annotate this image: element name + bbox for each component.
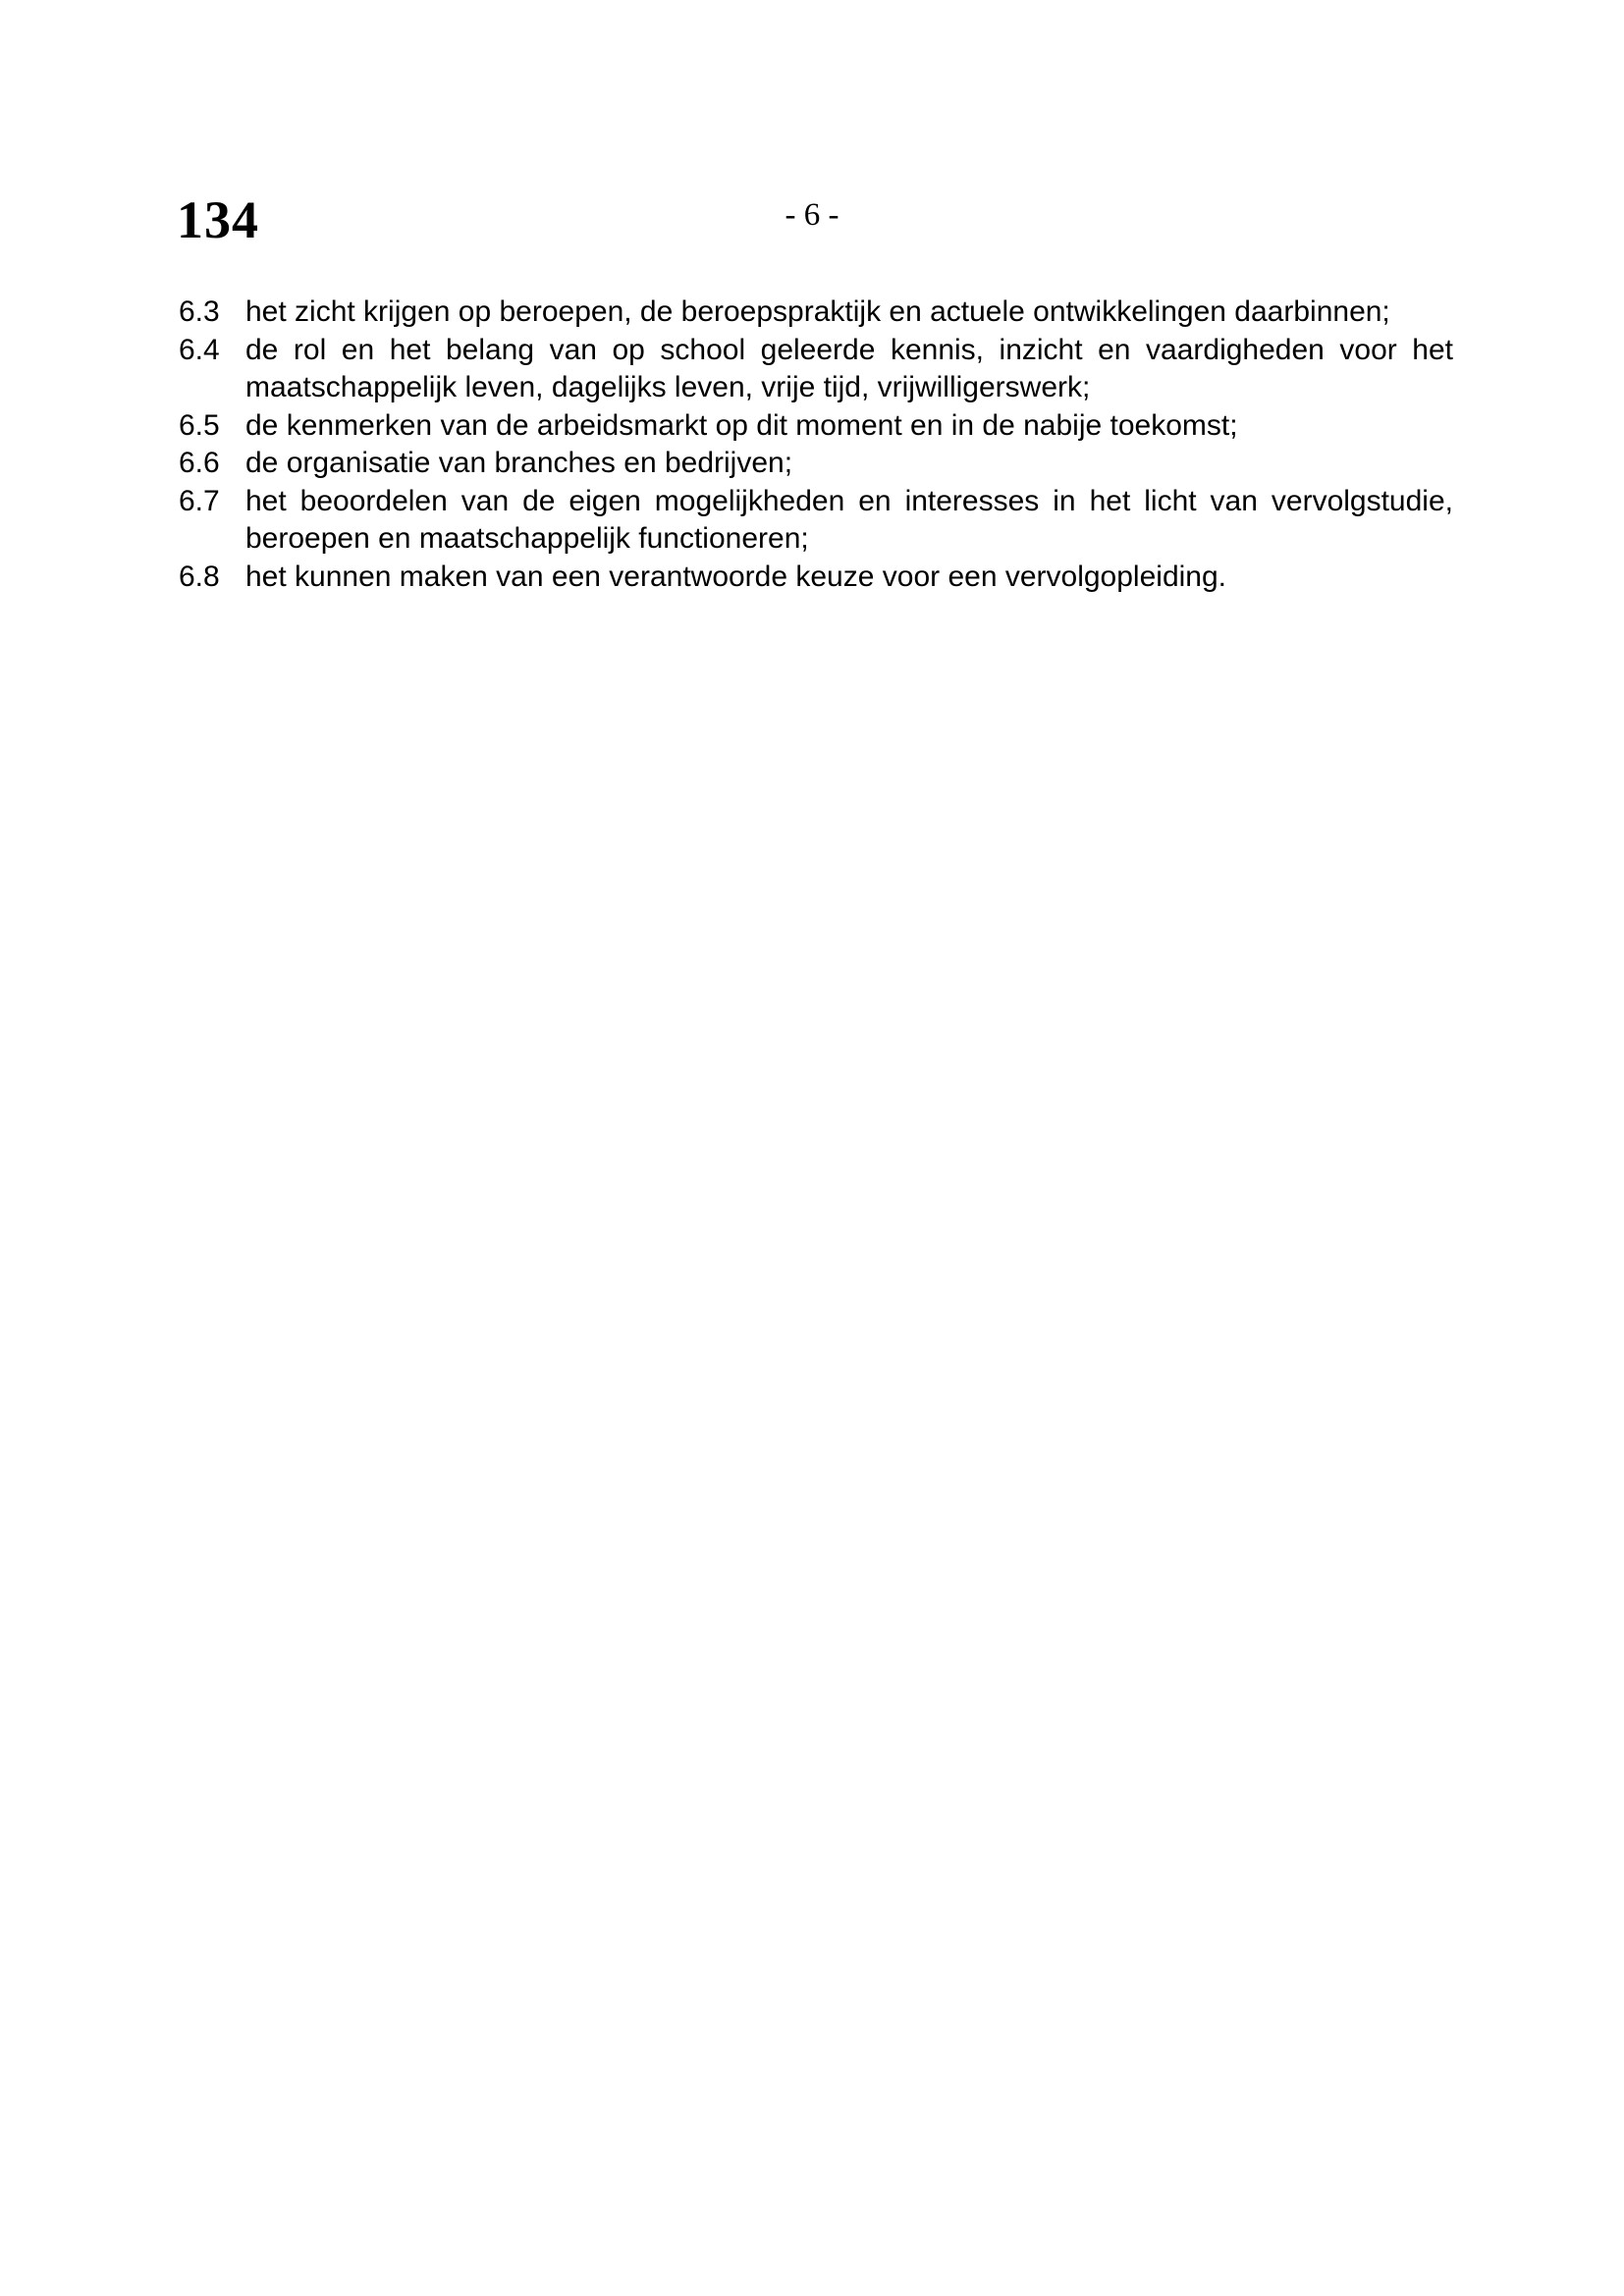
item-text-line-2: beroepen en maatschappelijk functioneren;: [245, 522, 809, 555]
item-text-line-1: het beoordelen van de eigen mogelijkheden en interesses in het licht van vervolgstudie,: [245, 484, 1453, 517]
item-text-line-2: maatschappelijk leven, dagelijks leven, vrije tijd, vrijwilligerswerk;: [245, 371, 1091, 403]
item-text-line-1: de rol en het belang van op school geleerde kennis, inzicht en vaardigheden voor het: [245, 333, 1453, 366]
page-header: [0, 192, 1624, 251]
item-text: [245, 332, 1453, 407]
item-number: 6.4: [179, 333, 220, 366]
requirements-list: [179, 294, 1453, 596]
document-number: 134: [177, 190, 259, 249]
list-item-6-7: [179, 483, 1453, 559]
item-number: 6.5: [179, 408, 220, 442]
page-number: - 6 -: [785, 197, 839, 233]
list-item-6-4: [179, 332, 1453, 407]
item-number: 6.6: [179, 447, 220, 479]
list-item-6-6: [179, 445, 1453, 483]
item-text: het kunnen maken van een verantwoorde keuze voor een vervolgopleiding.: [245, 560, 1226, 593]
list-item-6-3: [179, 294, 1453, 332]
item-number: 6.3: [179, 295, 220, 328]
item-text: het zicht krijgen op beroepen, de beroepspraktijk en actuele ontwikkelingen daarbinnen;: [245, 295, 1390, 328]
item-text: de kenmerken van de arbeidsmarkt op dit moment en in de nabije toekomst;: [245, 408, 1238, 442]
list-item-6-8: [179, 559, 1453, 597]
item-number: 6.8: [179, 560, 220, 593]
list-item-6-5: [179, 407, 1453, 446]
item-text: de organisatie van branches en bedrijven;: [245, 447, 793, 479]
item-number: 6.7: [179, 484, 220, 517]
item-text: [245, 483, 1453, 559]
